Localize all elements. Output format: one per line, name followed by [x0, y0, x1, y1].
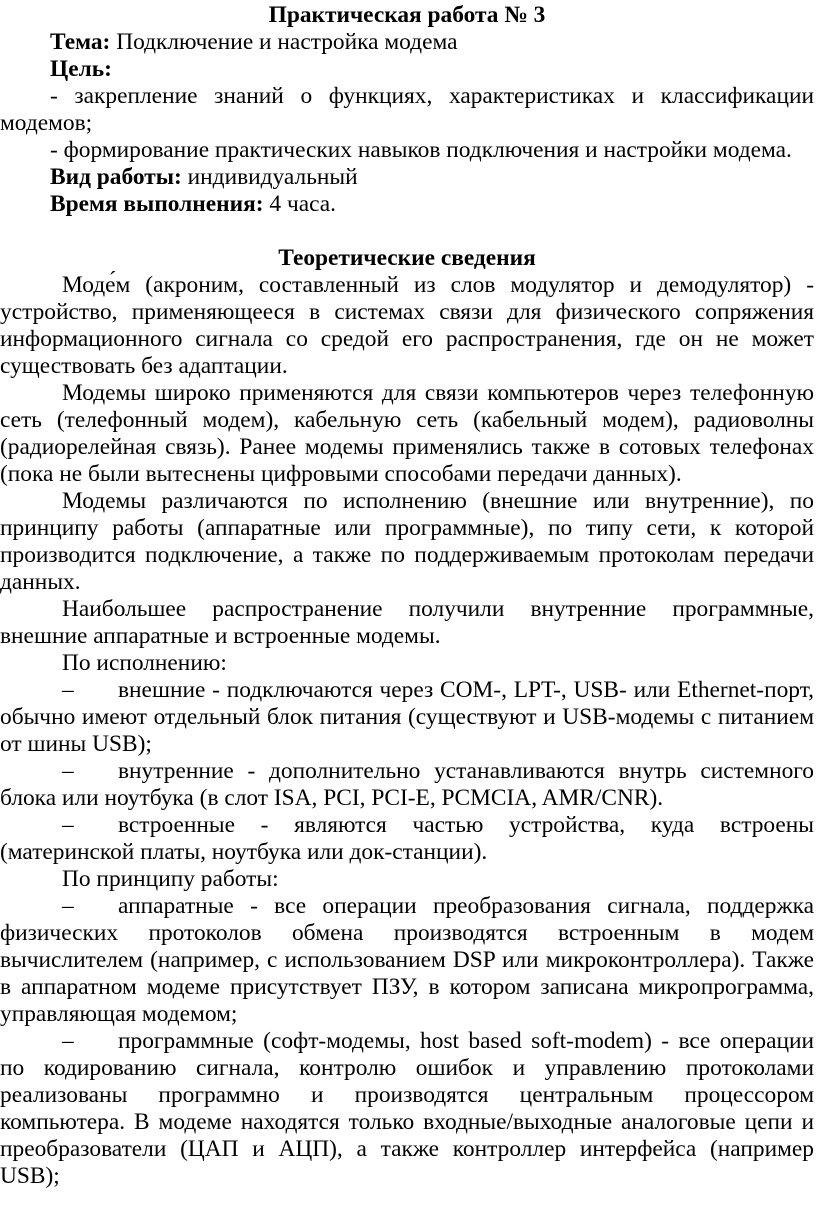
duration-label: Время выполнения: — [50, 191, 264, 217]
list-item-text: внутренние - дополнительно устанавливаются внутрь системного блока или ноутбука (в слот ISA, PCI, PCI-E, PCMCIA, AMR/CNR). — [0, 758, 814, 811]
list-item — [0, 677, 814, 758]
theory-paragraph: Наибольшее распространение получили внутренние программные, внешние аппаратные и встроенные модемы. — [0, 596, 814, 649]
by-execution-label: По исполнению: — [62, 650, 227, 676]
list-item-text: внешние - подключаются через COM-, LPT-, USB- или Ethernet-порт, обычно имеют отдельный блок питания (существуют и USB-модемы с питанием от шины USB); — [0, 677, 814, 757]
by-principle-label: По принципу работы: — [62, 866, 279, 892]
list-item — [0, 893, 814, 1028]
page-title: Практическая работа № 3 — [268, 2, 546, 28]
theory-heading: Теоретические сведения — [278, 245, 536, 271]
work-type-value: индивидуальный — [181, 164, 358, 190]
list-item-text: программные (софт-модемы, host based soft-modem) - все операции по кодированию сигнала, контролю ошибок и управлению протоколами реализованы программно и производятся центральным процессором компьютера. В модеме находятся только входные/выходные аналоговые цепи и преобразователи (ЦАП и АЦП), а также контроллер интерфейса (например USB); — [0, 1028, 814, 1189]
goal-item-2: - формирование практических навыков подключения и настройки модема. — [50, 137, 792, 163]
dash-bullet: – — [62, 893, 74, 919]
theory-paragraph: Модемы различаются по исполнению (внешние или внутренние), по принципу работы (аппаратные или программные), по типу сети, к которой производится подключение, а также по поддерживаемым протоколам передачи данных. — [0, 488, 814, 595]
theory-paragraph: Моде́м (акроним, составленный из слов модулятор и демодулятор) - устройство, применяющееся в системах связи для физического сопряжения информационного сигнала со средой его распространения, где он не может существовать без адаптации. — [0, 272, 814, 379]
goal-item-1: - закрепление знаний о функциях, характеристиках и классификации модемов; — [0, 83, 814, 136]
topic-value: Подключение и настройка модема — [110, 29, 458, 55]
list-item — [0, 758, 814, 812]
duration-value: 4 часа. — [263, 191, 337, 217]
duration-line — [0, 191, 814, 218]
work-type-line — [0, 164, 814, 191]
list-item — [0, 812, 814, 866]
section-spacer — [0, 218, 814, 245]
list-item-text: аппаратные - все операции преобразования сигнала, поддержка физических протоколов обмена производятся встроенным в модем вычислителем (например, с использованием DSP или микроконтроллера). Также в аппаратном модеме присутствует ПЗУ, в котором записана микропрограмма, управляющая модемом; — [0, 893, 814, 1027]
work-type-label: Вид работы: — [50, 164, 182, 190]
dash-bullet: – — [62, 758, 74, 784]
dash-bullet: – — [62, 677, 74, 703]
dash-bullet: – — [62, 812, 74, 838]
dash-bullet: – — [62, 1028, 74, 1054]
topic-label: Тема: — [50, 29, 111, 55]
list-item-text: встроенные - являются частью устройства, куда встроены (материнской платы, ноутбука или док-станции). — [0, 812, 814, 865]
topic-line — [0, 29, 814, 56]
list-item — [0, 1028, 814, 1190]
theory-paragraph: Модемы широко применяются для связи компьютеров через телефонную сеть (телефонный модем), кабельную сеть (кабельный модем), радиоволны (радиорелейная связь). Ранее модемы применялись также в сотовых телефонах (пока не были вытеснены цифровыми способами передачи данных). — [0, 380, 814, 487]
goal-label: Цель: — [50, 56, 112, 82]
